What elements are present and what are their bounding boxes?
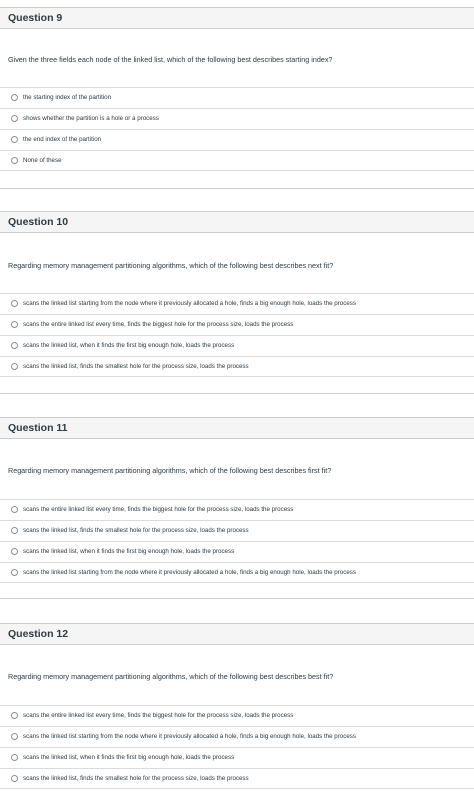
answer-list xyxy=(0,499,474,583)
question-title: Question 12 xyxy=(8,628,69,640)
answer-option[interactable] xyxy=(0,150,474,171)
answer-label[interactable]: scans the linked list, finds the smallest hole for the process size, loads the process xyxy=(23,527,249,534)
answer-option[interactable] xyxy=(0,335,474,356)
radio-button[interactable] xyxy=(11,342,18,349)
radio-button[interactable] xyxy=(11,527,18,534)
answer-option[interactable] xyxy=(0,499,474,520)
question-header xyxy=(0,417,474,439)
answer-label[interactable]: scans the linked list, when it finds the first big enough hole, loads the process xyxy=(23,754,235,761)
radio-button[interactable] xyxy=(11,136,18,143)
answer-option[interactable] xyxy=(0,726,474,747)
answer-label[interactable]: scans the entire linked list every time, finds the biggest hole for the process size, loads the process xyxy=(23,506,294,513)
question-text: Given the three fields each node of the linked list, which of the following best describes starting index? xyxy=(8,55,333,64)
radio-button[interactable] xyxy=(11,300,18,307)
answer-option[interactable] xyxy=(0,87,474,108)
question-title: Question 10 xyxy=(8,216,69,228)
radio-button[interactable] xyxy=(11,754,18,761)
answer-option[interactable] xyxy=(0,541,474,562)
answer-label[interactable]: scans the linked list starting from the node where it previously allocated a hole, finds a big enough hole, loads the process xyxy=(23,569,356,576)
radio-button[interactable] xyxy=(11,115,18,122)
answer-option[interactable] xyxy=(0,108,474,129)
question-divider xyxy=(0,393,474,394)
radio-button[interactable] xyxy=(11,321,18,328)
answer-label[interactable]: scans the linked list, finds the smallest hole for the process size, loads the process xyxy=(23,775,249,782)
answer-label[interactable]: scans the linked list starting from the node where it previously allocated a hole, finds a big enough hole, loads the process xyxy=(23,300,356,307)
radio-button[interactable] xyxy=(11,157,18,164)
question-title: Question 9 xyxy=(8,12,63,24)
answer-option[interactable] xyxy=(0,705,474,726)
radio-button[interactable] xyxy=(11,506,18,513)
question-header xyxy=(0,7,474,29)
radio-button[interactable] xyxy=(11,712,18,719)
question-divider xyxy=(0,598,474,599)
radio-button[interactable] xyxy=(11,548,18,555)
answer-label[interactable]: the end index of the partition xyxy=(23,136,102,143)
answer-option[interactable] xyxy=(0,520,474,541)
radio-button[interactable] xyxy=(11,94,18,101)
answer-label[interactable]: the starting index of the partition xyxy=(23,94,112,101)
radio-button[interactable] xyxy=(11,569,18,576)
answer-option[interactable] xyxy=(0,129,474,150)
question-divider xyxy=(0,188,474,189)
answer-label[interactable]: shows whether the partition is a hole or a process xyxy=(23,115,159,122)
question-text: Regarding memory management partitioning algorithms, which of the following best describes best fit? xyxy=(8,672,334,681)
answer-list xyxy=(0,87,474,171)
radio-button[interactable] xyxy=(11,363,18,370)
question-header xyxy=(0,211,474,233)
radio-button[interactable] xyxy=(11,775,18,782)
answer-option[interactable] xyxy=(0,314,474,335)
answer-label[interactable]: scans the entire linked list every time, finds the biggest hole for the process size, loads the process xyxy=(23,712,294,719)
answer-option[interactable] xyxy=(0,356,474,377)
answer-option[interactable] xyxy=(0,747,474,768)
question-header xyxy=(0,623,474,645)
answer-option[interactable] xyxy=(0,562,474,583)
answer-label[interactable]: scans the linked list, finds the smallest hole for the process size, loads the process xyxy=(23,363,249,370)
answer-label[interactable]: scans the linked list starting from the node where it previously allocated a hole, finds a big enough hole, loads the process xyxy=(23,733,356,740)
question-text: Regarding memory management partitioning algorithms, which of the following best describes first fit? xyxy=(8,466,332,475)
answer-label[interactable]: scans the linked list, when it finds the first big enough hole, loads the process xyxy=(23,548,235,555)
answer-label[interactable]: None of these xyxy=(23,157,62,164)
answer-label[interactable]: scans the linked list, when it finds the first big enough hole, loads the process xyxy=(23,342,235,349)
radio-button[interactable] xyxy=(11,733,18,740)
answer-list xyxy=(0,293,474,377)
question-title: Question 11 xyxy=(8,422,68,434)
question-text: Regarding memory management partitioning algorithms, which of the following best describes next fit? xyxy=(8,261,334,270)
answer-list xyxy=(0,705,474,789)
answer-option[interactable] xyxy=(0,293,474,314)
answer-label[interactable]: scans the entire linked list every time, finds the biggest hole for the process size, loads the process xyxy=(23,321,294,328)
answer-option[interactable] xyxy=(0,768,474,789)
